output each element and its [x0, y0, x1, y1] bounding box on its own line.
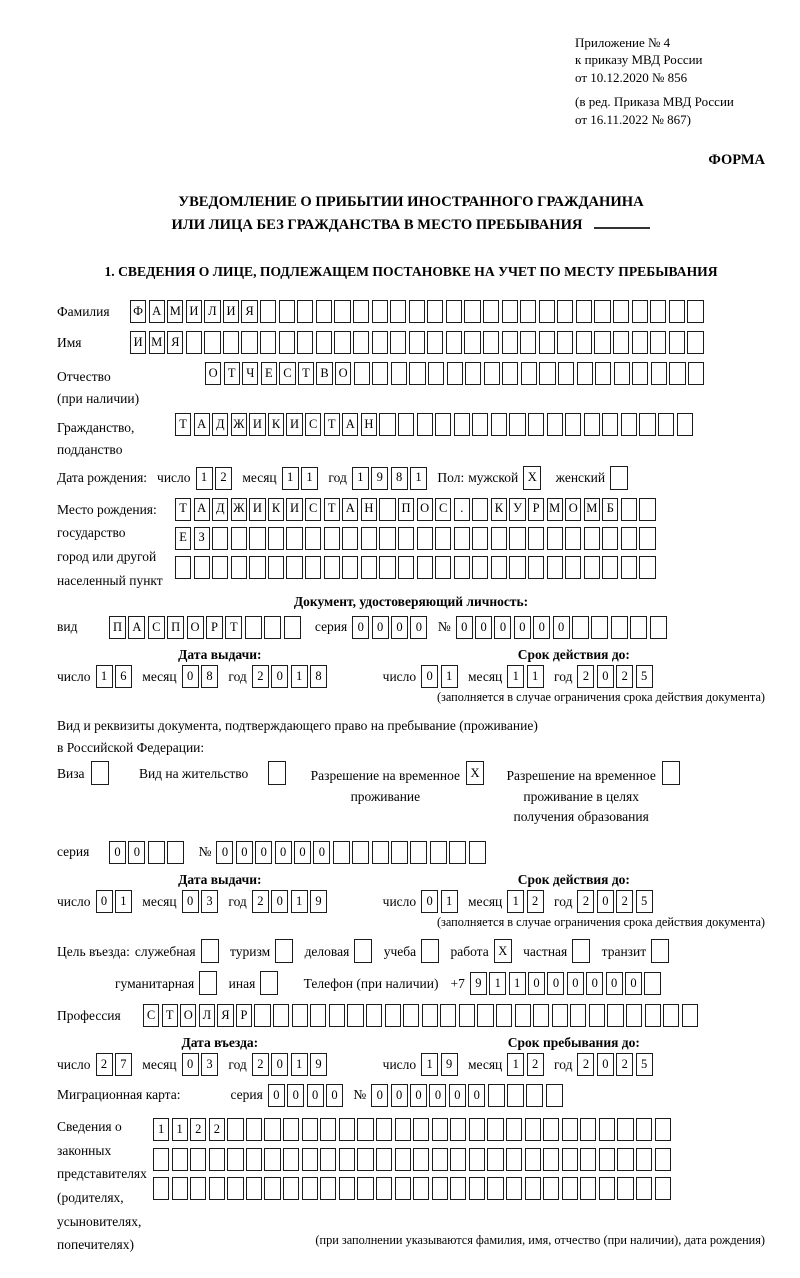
birthplace-field-row2[interactable]: Е З [175, 527, 658, 550]
purpose-official-checkbox[interactable] [201, 939, 221, 963]
purpose-humanitarian: гуманитарная [115, 972, 220, 995]
doc-valid-day[interactable]: 0 1 [421, 665, 460, 688]
female-label: женский [555, 469, 606, 485]
identity-doc-dates: число 1 6 месяц 0 8 год 2 0 1 8 число 0 1 месяц 1 1 год 2 0 2 5 [57, 665, 765, 688]
purpose-business-checkbox[interactable] [354, 939, 374, 963]
migration-card-row [57, 1084, 765, 1107]
temporary-residence-education-checkbox[interactable] [662, 761, 682, 785]
doc-valid-month[interactable]: 1 1 [507, 665, 546, 688]
entry-date-heading: Дата въезда: [181, 1035, 259, 1051]
purpose-transit-checkbox[interactable] [651, 939, 671, 963]
ref-line-4: (в ред. Приказа МВД России [575, 94, 734, 110]
patronymic-field[interactable]: О Т Ч Е С Т В О [205, 362, 707, 385]
purpose-business: деловая [305, 940, 375, 963]
birthplace-row [57, 498, 765, 593]
stay-valid-heading: Срок действия до: [517, 872, 630, 888]
stay-doc-series-row [57, 841, 765, 864]
male-checkbox[interactable]: X [523, 466, 543, 490]
patronymic-row [57, 362, 765, 409]
citizenship-field[interactable]: Т А Д Ж И К И С Т А Н [175, 413, 695, 436]
birthplace-label: Место рождения: государство город или другой населенный пункт [57, 501, 163, 588]
doc-issue-year[interactable]: 2 0 1 8 [252, 665, 330, 688]
doc-series-field[interactable]: 0 0 0 0 [352, 616, 430, 639]
representatives-note: (при заполнении указываются фамилия, имя, отчество (при наличии), дата рождения) [315, 1232, 765, 1247]
doc-number-field[interactable]: 0 0 0 0 0 0 [456, 616, 669, 639]
migration-number-label: № [353, 1087, 367, 1103]
name-field[interactable]: И М Я [130, 331, 706, 354]
purpose-private-checkbox[interactable] [572, 939, 592, 963]
representatives-field-row2[interactable] [153, 1148, 673, 1171]
residence-permit-label: Вид на жительство [138, 766, 249, 782]
birthdate-row [57, 467, 765, 490]
stay-issue-year[interactable]: 2 0 1 9 [252, 890, 330, 913]
stay-until-heading: Срок пребывания до: [507, 1035, 640, 1051]
doc-number-label: № [437, 619, 451, 635]
stay-issue-day[interactable]: 0 1 [96, 890, 135, 913]
stay-until-year[interactable]: 2 0 2 5 [577, 1053, 655, 1076]
male-label: мужской [468, 469, 519, 485]
migration-card-label: Миграционная карта: [57, 1087, 181, 1103]
doc-kind-label: вид [57, 619, 78, 635]
ref-line-1: Приложение № 4 [575, 35, 671, 50]
stay-doc-date-headings [57, 872, 765, 888]
order-reference-block [575, 34, 765, 128]
issue-date-heading: Дата выдачи: [178, 647, 262, 663]
name-row [57, 331, 765, 354]
representatives-label: Сведения о законных представителях (родителях, усыновителях, попечителях) [57, 1119, 147, 1253]
representatives-fields [153, 1115, 673, 1207]
sex-label: Пол: [437, 469, 465, 485]
phone-label: Телефон (при наличии) [303, 975, 439, 991]
doc-series-label: серия [314, 619, 348, 635]
identity-doc-heading: Документ, удостоверяющий личность: [293, 594, 529, 610]
stay-doc-intro: Вид и реквизиты документа, подтверждающего право на пребывание (проживание) в Российской Федерации: [57, 718, 538, 755]
purpose-official: служебная [135, 940, 221, 963]
purpose-other: иная [229, 972, 281, 995]
purpose-transit: транзит [602, 940, 672, 963]
entry-year[interactable]: 2 0 1 9 [252, 1053, 330, 1076]
ref-line-2: к приказу МВД России [575, 52, 703, 68]
migration-series-field[interactable]: 0 0 0 0 [268, 1084, 346, 1107]
title-underline [594, 215, 650, 229]
valid-until-heading: Срок действия до: [517, 647, 630, 663]
purpose-label: Цель въезда: [57, 943, 130, 959]
representatives-field-row3[interactable] [153, 1177, 673, 1200]
stay-series-label: серия [57, 844, 90, 860]
identity-doc-date-headings [57, 647, 765, 663]
stay-doc-note: (заполняется в случае ограничения срока действия документа) [436, 915, 765, 930]
temporary-residence-label: Разрешение на временное проживание [310, 768, 461, 804]
identity-doc-note: (заполняется в случае ограничения срока действия документа) [436, 690, 765, 705]
profession-label: Профессия [57, 1008, 121, 1024]
section1-heading: 1. СВЕДЕНИЯ О ЛИЦЕ, ПОДЛЕЖАЩЕМ ПОСТАНОВКЕ НА УЧЕТ ПО МЕСТУ ПРЕБЫВАНИЯ [104, 264, 718, 280]
stay-valid-month[interactable]: 1 2 [507, 890, 546, 913]
profession-row [57, 1004, 765, 1027]
purpose-work: работа X [451, 940, 515, 963]
purpose-other-checkbox[interactable] [260, 971, 280, 995]
stay-until-day[interactable]: 1 9 [421, 1053, 460, 1076]
stay-valid-day[interactable]: 0 1 [421, 890, 460, 913]
female-checkbox[interactable] [610, 466, 630, 490]
purpose-row [57, 940, 765, 963]
visa-label: Виза [57, 766, 85, 782]
forma-label: ФОРМА [708, 152, 765, 169]
birthplace-fields [175, 498, 658, 585]
patronymic-label: Отчество (при наличии) [57, 362, 205, 409]
citizenship-row [57, 413, 765, 460]
migration-series-label: серия [230, 1087, 263, 1103]
purpose-work-checkbox[interactable]: X [494, 939, 514, 963]
birthdate-label: Дата рождения: [57, 469, 148, 485]
birth-month-field[interactable]: 1 1 [282, 467, 321, 490]
migration-number-field[interactable]: 0 0 0 0 0 0 [371, 1084, 565, 1107]
purpose-tourism-checkbox[interactable] [275, 939, 295, 963]
stay-number-field[interactable]: 0 0 0 0 0 0 [216, 841, 487, 864]
purpose-study-checkbox[interactable] [421, 939, 441, 963]
purpose-row2 [115, 972, 765, 995]
temporary-residence-education-label: Разрешение на временное проживание в целях получения образования [506, 768, 656, 824]
birth-year-label: год [328, 469, 347, 485]
entry-date-headings [57, 1035, 765, 1051]
residence-permit-checkbox[interactable] [268, 761, 288, 785]
stay-until-month[interactable]: 1 2 [507, 1053, 546, 1076]
birthplace-field-row1[interactable]: Т А Д Ж И К И С Т А Н П О С . К У Р М О М Б [175, 498, 658, 521]
residence-permit-option [139, 762, 289, 785]
doc-valid-year[interactable]: 2 0 2 5 [577, 665, 655, 688]
purpose-tourism: туризм [230, 940, 296, 963]
form-title-line1: УВЕДОМЛЕНИЕ О ПРИБЫТИИ ИНОСТРАННОГО ГРАЖДАНИНА [178, 194, 644, 211]
purpose-humanitarian-checkbox[interactable] [199, 971, 219, 995]
stay-valid-year[interactable]: 2 0 2 5 [577, 890, 655, 913]
birth-day-field[interactable]: 1 2 [196, 467, 235, 490]
stay-issue-heading: Дата выдачи: [178, 872, 262, 888]
surname-label: Фамилия [57, 304, 110, 320]
temporary-residence-checkbox[interactable]: X [466, 761, 486, 785]
purpose-private: частная [523, 940, 593, 963]
form-title [57, 191, 765, 236]
stay-number-label: № [198, 844, 212, 860]
stay-series-field[interactable]: 0 0 [109, 841, 187, 864]
identity-doc-row [57, 616, 765, 639]
birth-month-label: месяц [242, 469, 277, 485]
surname-field[interactable]: Ф А М И Л И Я [130, 300, 706, 323]
citizenship-label: Гражданство, подданство [57, 420, 135, 458]
ref-line-3: от 10.12.2020 № 856 [575, 69, 688, 85]
doc-issue-month[interactable]: 0 8 [182, 665, 221, 688]
stay-doc-options [57, 762, 765, 827]
phone-prefix: +7 [450, 975, 465, 991]
name-label: Имя [57, 335, 82, 351]
birth-day-label: число [157, 469, 191, 485]
stay-doc-dates: число 0 1 месяц 0 3 год 2 0 1 9 число 0 1 месяц 1 2 год 2 0 2 5 [57, 890, 765, 913]
doc-issue-day[interactable]: 1 6 [96, 665, 135, 688]
visa-option [57, 762, 111, 785]
surname-row [57, 300, 765, 323]
birth-year-field[interactable]: 1 9 8 1 [352, 467, 430, 490]
phone-field[interactable]: 9 1 1 0 0 0 0 0 0 [470, 972, 664, 995]
entry-month[interactable]: 0 3 [182, 1053, 221, 1076]
representatives-field-row1[interactable]: 1 1 2 2 [153, 1118, 673, 1141]
profession-field[interactable]: С Т О Л Я Р [143, 1004, 700, 1027]
birthplace-field-row3[interactable] [175, 556, 658, 579]
patronymic-note: (при наличии) [57, 390, 140, 406]
temporary-residence-option [311, 762, 487, 807]
visa-checkbox[interactable] [91, 761, 111, 785]
entry-day[interactable]: 2 7 [96, 1053, 135, 1076]
entry-dates: число 2 7 месяц 0 3 год 2 0 1 9 число 1 9 месяц 1 2 год 2 0 2 5 [57, 1053, 765, 1076]
form-title-line2: ИЛИ ЛИЦА БЕЗ ГРАЖДАНСТВА В МЕСТО ПРЕБЫВАНИЯ [57, 214, 765, 237]
purpose-study: учеба [384, 940, 442, 963]
temporary-residence-education-option [506, 762, 682, 827]
stay-issue-month[interactable]: 0 3 [182, 890, 221, 913]
ref-line-5: от 16.11.2022 № 867) [575, 111, 692, 127]
doc-kind-field[interactable]: П А С П О Р Т [109, 616, 303, 639]
